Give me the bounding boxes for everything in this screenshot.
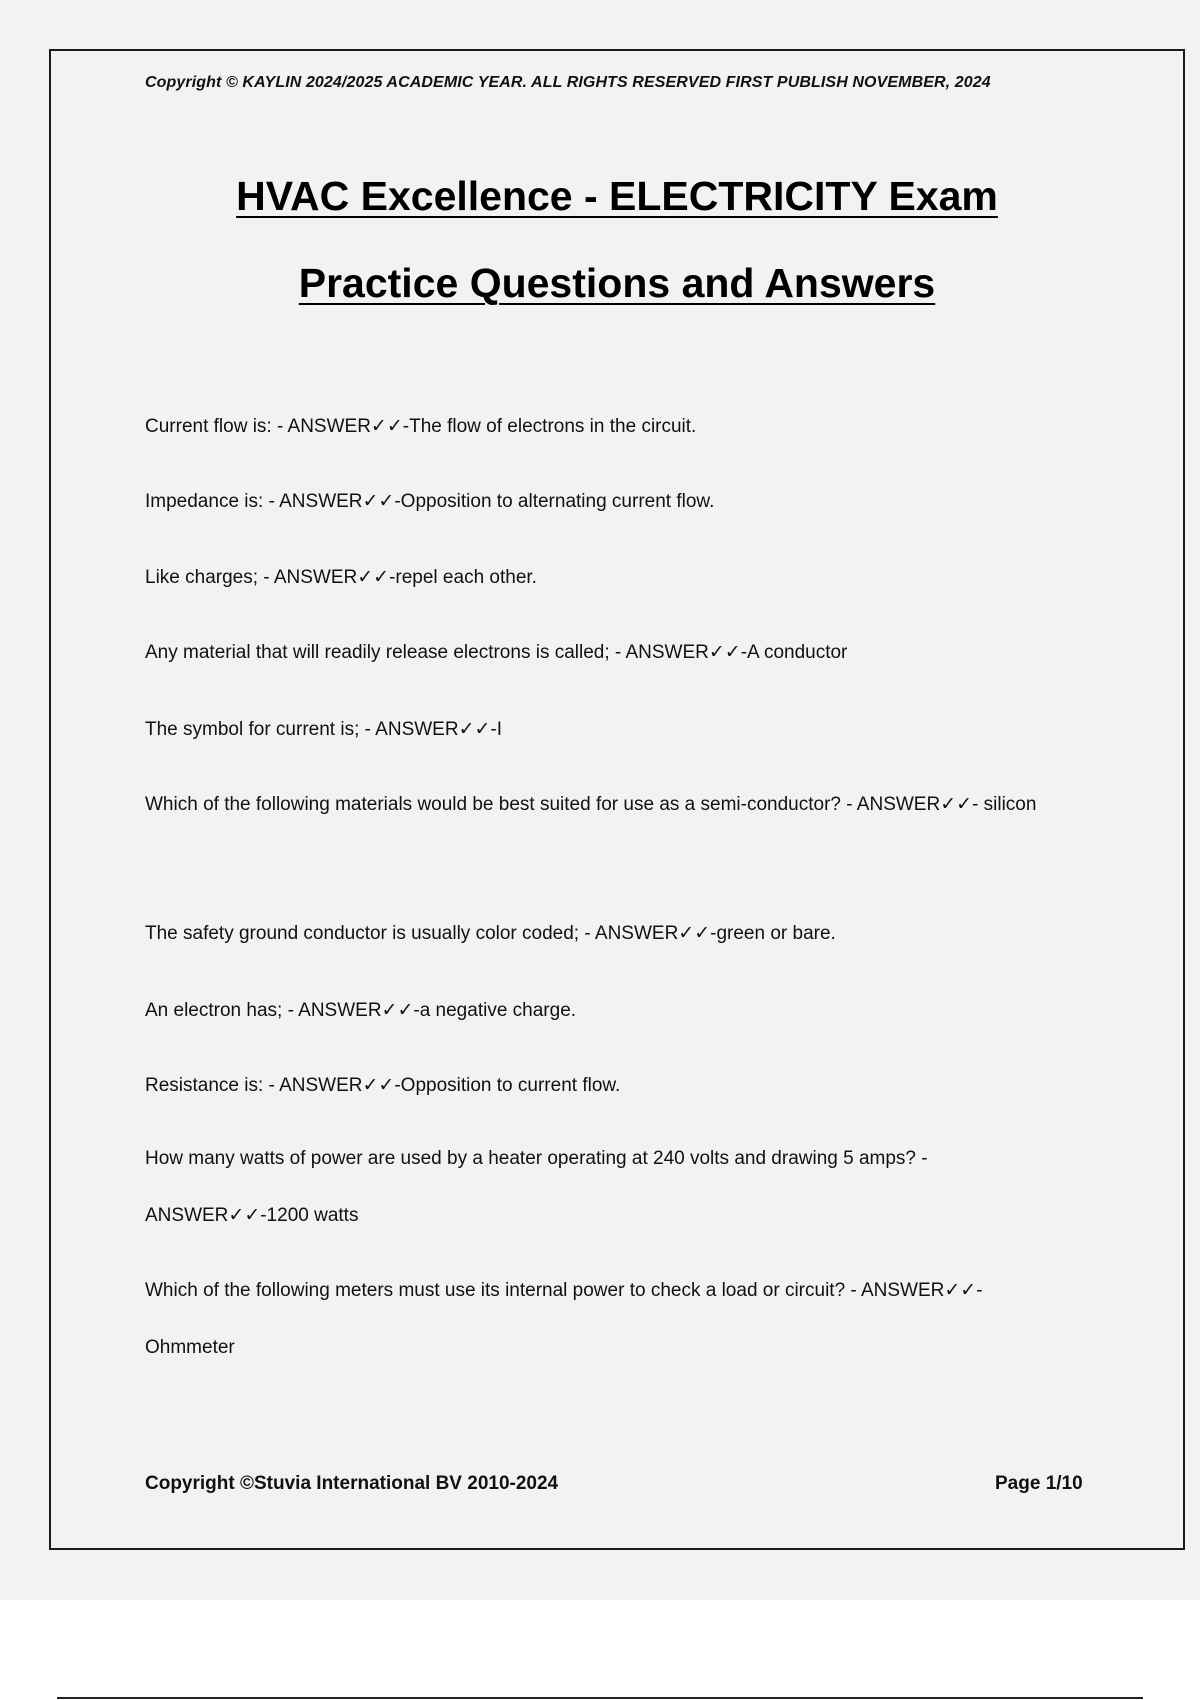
qa-item: The symbol for current is; - ANSWER✓✓-I (145, 719, 503, 740)
qa-item: Which of the following materials would be best suited for use as a semi-conductor? - ANSWER✓✓- silicon (145, 794, 1037, 815)
next-page-divider (57, 1697, 1143, 1699)
footer-copyright: Copyright ©Stuvia International BV 2010-2024 (145, 1473, 559, 1494)
qa-item: An electron has; - ANSWER✓✓-a negative charge. (145, 1000, 577, 1021)
document-title-line-1 (0, 173, 1200, 220)
header-copyright: Copyright © KAYLIN 2024/2025 ACADEMIC YEAR. ALL RIGHTS RESERVED FIRST PUBLISH NOVEMBER, 2024 (145, 74, 991, 91)
page-number: Page 1/10 (995, 1473, 1083, 1494)
qa-item: Current flow is: - ANSWER✓✓-The flow of electrons in the circuit. (145, 416, 697, 437)
title-line-2-text: Practice Questions and Answers (298, 260, 936, 306)
qa-item: How many watts of power are used by a heater operating at 240 volts and drawing 5 amps? - ANSWER✓✓-1200 watts (145, 1148, 928, 1226)
qa-item: Resistance is: - ANSWER✓✓-Opposition to current flow. (145, 1075, 621, 1096)
qa-item: Any material that will readily release electrons is called; - ANSWER✓✓-A conductor (145, 642, 848, 663)
qa-item: The safety ground conductor is usually color coded; - ANSWER✓✓-green or bare. (145, 923, 836, 944)
document-title-line-2 (0, 260, 1200, 307)
qa-item: Which of the following meters must use its internal power to check a load or circuit? - ANSWER✓✓- Ohmmeter (145, 1280, 983, 1358)
qa-item: Like charges; - ANSWER✓✓-repel each other. (145, 567, 537, 588)
qa-item: Impedance is: - ANSWER✓✓-Opposition to alternating current flow. (145, 491, 715, 512)
title-line-1-text: HVAC Excellence - ELECTRICITY Exam (236, 173, 998, 219)
